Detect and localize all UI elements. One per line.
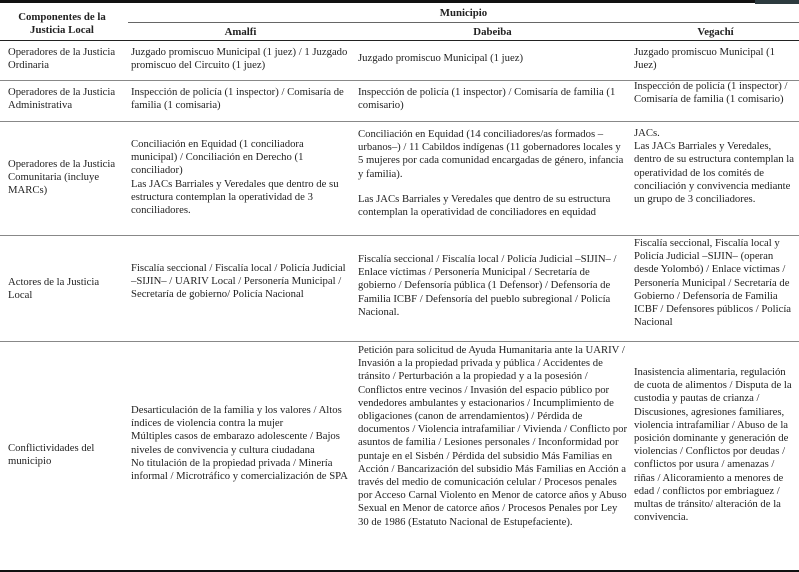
cell-amalfi-comunitaria	[131, 138, 351, 217]
cell-dabeiba-conflictividades: Petición para solicitud de Ayuda Humanitaria ante la UARIV / Invasión a la propiedad privada y pública / Accidentes de tránsito / Perturbación a la propiedad y a la posesión / Conflictos entre vecinos / Invasión del espacio público por vendedores ambulantes y estacionarios / Incumplimiento de obligaciones (canon de arrendamientos) / Pérdida de documentos / Violencia intrafamiliar / Vivienda / Conflicto por asuntos de familia / Lesiones personales / Inconformidad por puntaje en el Sisbén / Pérdida del subsidio Más Familias en Acción / Bancarización del subsidio Más Familias en Acción a través del medio de comunicación celular / Procesos penales por Acceso Carnal Violento en Menor de catorce años y Abuso Sexual en Menor de catorce años / Procesos Penales por Ley 30 de 1986 (Estatuto Nacional de Estupefaciente).	[358, 344, 628, 528]
header-col-vegachi: Vegachí	[697, 26, 734, 38]
cell-vegachi-ordinaria: Juzgado promiscuo Municipal (1 Juez)	[634, 46, 775, 72]
cell-amalfi-conflictividades	[131, 404, 351, 483]
cell-vegachi-conflictividades: Inasistencia alimentaria, regulación de cuota de alimentos / Disputa de la custodia y pautas de crianza / Discusiones, agresiones familiares, violencia intrafamiliar / Abuso de la posición dominante y generación de violencias / Conflictos por deudas / conflictos por usura / amenazas / riñas / Alicoramiento a menores de edad / conflictos por embriaguez / multas de tránsito/ alteración de la convivencia.	[634, 366, 792, 524]
header-municipio: Municipio	[439, 7, 488, 19]
row-label-actores: Actores de la Justicia Local	[8, 276, 100, 302]
row-divider	[0, 121, 799, 122]
cell-vegachi-comunitaria	[634, 127, 796, 206]
cell-paragraph: Las JACs Barriales y Veredales que dentro de su estructura contemplan la operatividad de 3 conciliadores.	[131, 177, 339, 217]
cell-paragraph: Las JACs Barriales y Veredales que dentro de su estructura contemplan la operatividad de conciliadores en equidad	[358, 192, 611, 219]
cell-paragraph: JACs.	[634, 127, 660, 139]
cell-paragraph: No titulación de la propiedad privada / Minería informal / Microtráfico y comercialización de SPA	[131, 456, 348, 483]
row-label-administrativa: Operadores de la Justicia Administrativa	[8, 86, 116, 112]
row-label-ordinaria: Operadores de la Justicia Ordinaria	[8, 46, 116, 72]
cell-dabeiba-ordinaria: Juzgado promiscuo Municipal (1 juez)	[358, 52, 524, 64]
cell-dabeiba-comunitaria	[358, 128, 628, 219]
cell-paragraph: Conciliación en Equidad (1 conciliadora municipal) / Conciliación en Derecho (1 conciliador)	[131, 138, 304, 177]
header-col-dabeiba: Dabeiba	[473, 26, 512, 38]
header-divider	[128, 22, 799, 23]
table-top-border	[0, 0, 799, 3]
cell-paragraph: Desarticulación de la familia y los valores / Altos índices de violencia contra la mujer	[131, 404, 342, 430]
header-bottom-border	[0, 40, 799, 41]
corner-decoration	[755, 0, 799, 4]
cell-dabeiba-actores: Fiscalía seccional / Fiscalía local / Policía Judicial –SIJIN– / Enlace víctimas / Personería Municipal / Secretaría de gobierno / Defensoría pública (1 Defensor) / Defensoría de Familia ICBF / Defensoría del pueblo subregional / Policía Nacional.	[358, 253, 617, 318]
cell-vegachi-actores: Fiscalía seccional, Fiscalía local y Policía Judicial –SIJIN– (operan desde Yolombó) / Enlace víctimas / Personería Municipal / Secretaría de Gobierno / Defensoría de Familia ICBF / Defensores públicos / Policía Nacional	[634, 237, 792, 329]
cell-amalfi-ordinaria: Juzgado promiscuo Municipal (1 juez) / 1 Juzgado promiscuo del Circuito (1 juez)	[131, 46, 348, 72]
cell-vegachi-administrativa: Inspección de policía (1 inspector) / Comisaría de familia (1 comisario)	[634, 80, 788, 106]
cell-paragraph: Las JACs Barriales y Veredales, dentro de su estructura contemplan la operatividad de los comités de conciliación y convivencia mediante un grupo de 3 conciliadores.	[634, 140, 794, 206]
cell-paragraph: Conciliación en Equidad (14 conciliadores/as formados – urbanos–) / 11 Cabildos indígenas (11 gobernadores locales y 5 mujeres por cada comunidad encargadas de género, infancia y familia).	[358, 128, 624, 180]
row-divider	[0, 341, 799, 342]
header-col-amalfi: Amalfi	[224, 26, 257, 38]
row-label-conflictividades: Conflictividades del municipio	[8, 442, 95, 468]
row-label-comunitaria: Operadores de la Justicia Comunitaria (incluye MARCs)	[8, 158, 116, 197]
cell-amalfi-administrativa: Inspección de policía (1 inspector) / Comisaría de familia (1 comisaria)	[131, 86, 344, 112]
cell-amalfi-actores: Fiscalía seccional / Fiscalía local / Policía Judicial –SIJIN– / UARIV Local / Personería Municipal / Secretaría de gobierno/ Policía Nacional	[131, 262, 346, 301]
cell-paragraph: Múltiples casos de embarazo adolescente / Bajos niveles de convivencia y cultura ciudadana	[131, 430, 340, 456]
row-divider	[0, 235, 799, 236]
cell-dabeiba-administrativa: Inspección de policía (1 inspector) / Comisaría de familia (1 comisario)	[358, 86, 616, 112]
header-components: Componentes de la Justicia Local	[18, 11, 106, 37]
